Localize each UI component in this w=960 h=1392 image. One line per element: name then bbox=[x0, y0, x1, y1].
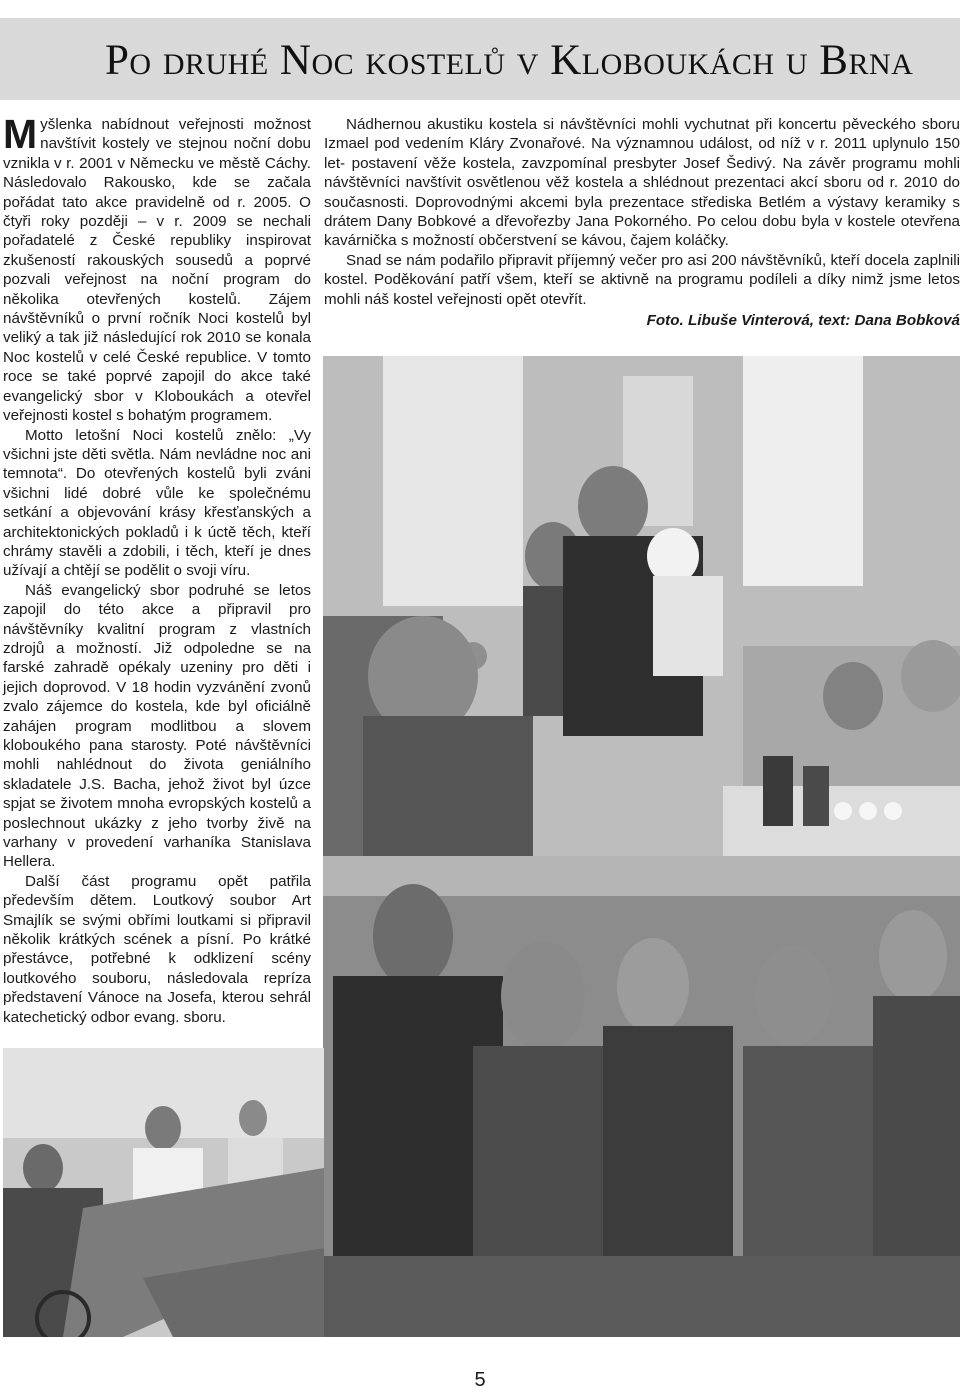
paragraph-3: Náš evangelický sbor podruhé se letos zapojil do této akce a připravil pro návštěvníky kvalitní program z vlastních zdrojů a možností. Již odpoledne se na farské zahradě opékaly uzeniny pro děti i jejich doprovod. V 18 hodin vyzvánění zvonů zvalo zájemce do kostela, kde byl oficiálně zahájen program modlitbou a slovem kloboukého pana starosty. Poté návštěvníci mohli nahlédnout do života geniálního skladatele J.S. Bacha, jehož život byl úzce spjat se životem mnoha evropských kostelů a poslechnout ukázky z jeho tvorby živě na varhany v provedení varhaníka Stanislava Hellera. bbox=[3, 581, 311, 871]
photo-collage bbox=[323, 356, 960, 1337]
paragraph-4: Další část programu opět patřila především dětem. Loutkový soubor Art Smajlík se svými obřími loutkami si připravil několik krátkých scének a písní. Po krátké přestávce, potřebné k odklizení scény loutkového souboru, následovala repríza představení Vánoce na Josefa, kterou sehrál katechetický odbor evang. sboru. bbox=[3, 872, 311, 1026]
left-column bbox=[3, 111, 311, 1027]
drop-cap: M bbox=[3, 111, 38, 157]
photo-credit: Foto. Libuše Vinterová, text: Dana Bobková bbox=[646, 312, 960, 330]
photo-collage-image bbox=[323, 356, 960, 1337]
photo-pews bbox=[3, 1048, 324, 1337]
paragraph-1-text: yšlenka nabídnout veřejnosti možnost navštívit kostely ve stejnou noční dobu vznikla v r. 2001 v Německu ve městě Cáchy. Následovalo Rakousko, kde se začala pořádat tato akce pravidelně od r. 2005. O čtyři roky později – v r. 2009 se nechali pořadatelé z České republiky inspirovat zkušeností rakouských sousedů a poprvé pozvali veřejnost na noční program do několika otevřených kostelů. Zájem návštěvníků o první ročník Noci kostelů byl veliký a tak již následující rok 2010 se konala Noc kostelů v celé České republice. V tomto roce se také poprvé zapojil do akce také evangelický sbor v Kloboukách a otevřel veřejnosti kostel s bohatým programem. bbox=[3, 116, 311, 425]
paragraph-1 bbox=[3, 111, 311, 426]
page-number: 5 bbox=[474, 1369, 486, 1391]
paragraph-6: Snad se nám podařilo připravit příjemný večer pro asi 200 návštěvníků, kteří docela zaplnili kostel. Poděkování patří všem, kteří se aktivně na programu podíleli a díky nimž jsme letos mohli náš kostel veřejnosti opět otevřít. bbox=[324, 251, 960, 308]
article-title: Po druhé Noc kostelů v Kloboukách u Brna bbox=[105, 37, 914, 84]
photo-pews-image bbox=[3, 1048, 324, 1337]
paragraph-5: Nádhernou akustiku kostela si návštěvníci mohli vychutnat při koncertu pěveckého sboru Izmael pod vedením Kláry Zvonařové. Na významnou událost, od níž v r. 2011 uplynulo 150 let- postavení věže kostela, zavzpomínal presbyter Josef Šedivý. Na závěr programu mohli návštěvníci navštívit osvětlenou věž kostela a shlédnout prezentaci akcí sboru od r. 2010 do současnosti. Doprovodnými akcemi byla prezentace střediska Betlém a výstavy keramiky s drátem Dany Bobkové a dřevořezby Jana Pokorného. Po celou dobu byla v kostele otevřena kavárnička s možností občerstvení se kávou, čajem koláčky. bbox=[324, 116, 960, 250]
right-column bbox=[324, 115, 960, 330]
paragraph-2: Motto letošní Noci kostelů znělo: „Vy všichni jste děti světla. Nám nevládne noc ani temnota“. Do otevřených kostelů byli zváni všichni lidé dobré vůle ke společnému setkání a objevování krásy křesťanských a architektonických pokladů i k úctě těch, kteří chrámy stavěli a zdobili, i těch, kteří je dnes užívají a chtějí se podělit o svoji víru. bbox=[3, 426, 311, 580]
